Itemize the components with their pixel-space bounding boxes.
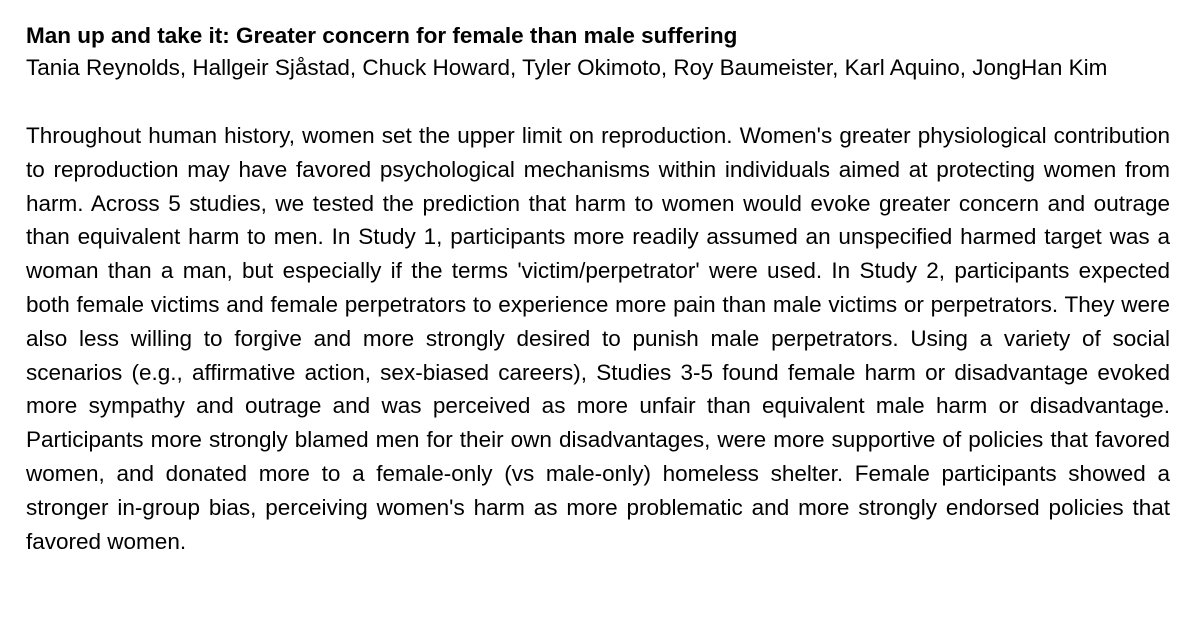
paper-excerpt xyxy=(26,20,1170,558)
paper-abstract: Throughout human history, women set the upper limit on reproduction. Women's greater physiological contribution to reproduction may have favored psychological mechanisms within individuals aimed at protecting women from harm. Across 5 studies, we tested the prediction that harm to women would evoke greater concern and outrage than equivalent harm to men. In Study 1, participants more readily assumed an unspecified harmed target was a woman than a man, but especially if the terms 'victim/perpetrator' were used. In Study 2, participants expected both female victims and female perpetrators to experience more pain than male victims or perpetrators. They were also less willing to forgive and more strongly desired to punish male perpetrators. Using a variety of social scenarios (e.g., affirmative action, sex-biased careers), Studies 3-5 found female harm or disadvantage evoked more sympathy and outrage and was perceived as more unfair than equivalent male harm or disadvantage. Participants more strongly blamed men for their own disadvantages, were more supportive of policies that favored women, and donated more to a female-only (vs male-only) homeless shelter. Female participants showed a stronger in-group bias, perceiving women's harm as more problematic and more strongly endorsed policies that favored women. xyxy=(26,123,1170,554)
paper-authors: Tania Reynolds, Hallgeir Sjåstad, Chuck Howard, Tyler Okimoto, Roy Baumeister, Karl Aquino, JongHan Kim xyxy=(26,55,1108,80)
paper-title: Man up and take it: Greater concern for female than male suffering xyxy=(26,23,738,48)
